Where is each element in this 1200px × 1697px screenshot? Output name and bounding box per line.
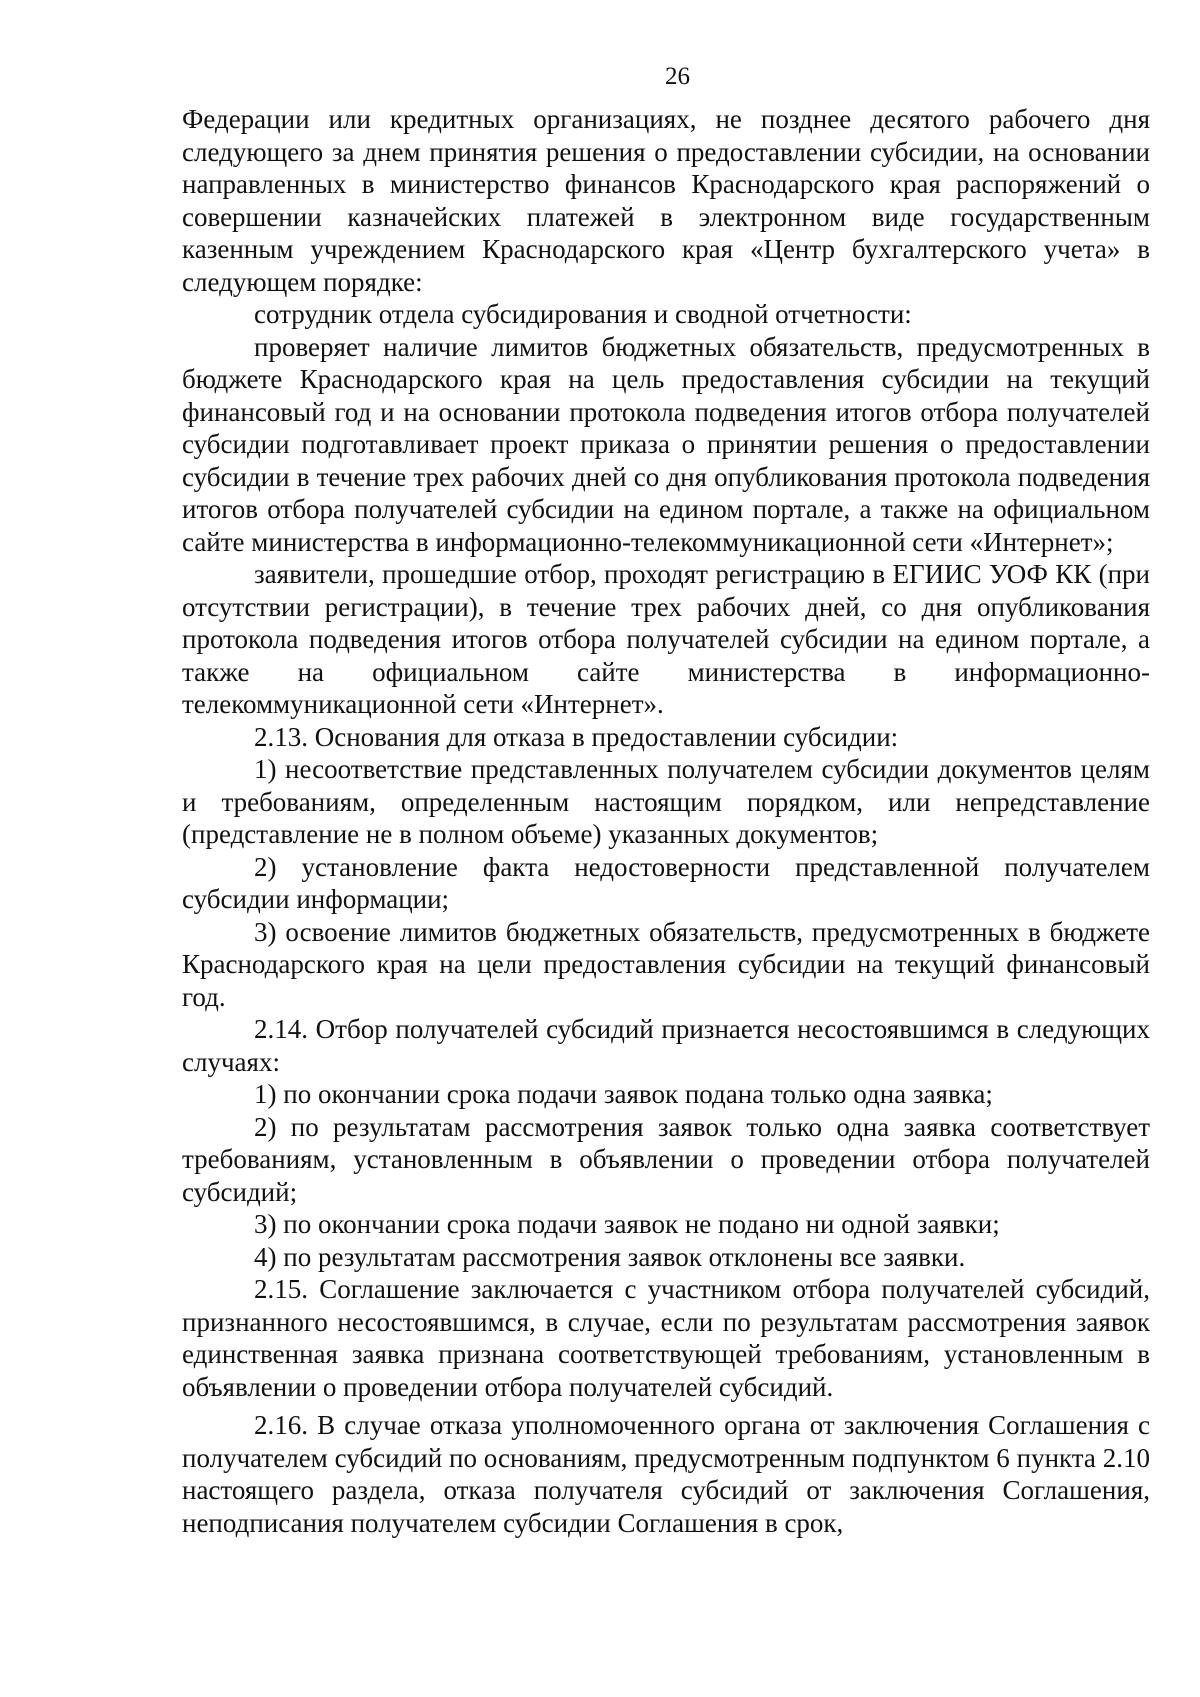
paragraph-2-13-item-1: 1) несоответствие представленных получателем субсидии документов целям и требованиям, определенным настоящим порядком, или непредставление (представление не в полном объеме) указанных документов; (182, 754, 1150, 849)
paragraph-2-14-item-3: 3) по окончании срока подачи заявок не подано ни одной заявки; (254, 1209, 1000, 1239)
paragraph-2-14-item-2: 2) по результатам рассмотрения заявок только одна заявка соответствует требованиям, установленным в объявлении о проведении отбора получателей субсидий; (182, 1111, 1150, 1207)
paragraph-2-14-item-4: 4) по результатам рассмотрения заявок отклонены все заявки. (254, 1241, 966, 1272)
page-number: 26 (665, 63, 690, 90)
paragraph-2-14-item-1: 1) по окончании срока подачи заявок подана только одна заявка; (254, 1079, 993, 1109)
paragraph-registration: заявители, прошедшие отбор, проходят регистрацию в ЕГИИС УОФ КК (при отсутствии регистрации), в течение трех рабочих дней, со дня опубликования протокола подведения итогов отбора получателей субсидии на едином портале, а также на официальном сайте министерства в информационно-телекоммуникационной сети «Интернет». (182, 559, 1150, 719)
paragraph-continuation: Федерации или кредитных организациях, не позднее десятого рабочего дня следующего за днем принятия решения о предоставлении субсидии, на основании направленных в министерство финансов Краснодарского края распоряжений о совершении казначейских платежей в электронном виде государственным казенным учреждением Краснодарского края «Центр бухгалтерского учета» в следующем порядке: (182, 104, 1150, 297)
paragraph-2-13-item-2: 2) установление факта недостоверности представленной получателем субсидии информации; (182, 851, 1150, 914)
paragraph-2-13-item-3: 3) освоение лимитов бюджетных обязательств, предусмотренных в бюджете Краснодарского края на цели предоставления субсидии на текущий финансовый год. (182, 916, 1150, 1012)
paragraph-employee-role: сотрудник отдела субсидирования и сводной отчетности: (254, 299, 912, 329)
paragraph-section-2-14: 2.14. Отбор получателей субсидий признается несостоявшимся в следующих случаях: (182, 1014, 1150, 1077)
paragraph-section-2-13: 2.13. Основания для отказа в предоставлении субсидии: (254, 721, 899, 752)
document-body (182, 103, 1150, 1539)
paragraph-section-2-16: 2.16. В случае отказа уполномоченного органа от заключения Соглашения с получателем субсидий по основаниям, предусмотренным подпунктом 6 пункта 2.10 настоящего раздела, отказа получателя субсидий от заключения Соглашения, неподписания получателем субсидии Соглашения в срок, (182, 1410, 1150, 1538)
paragraph-section-2-15: 2.15. Соглашение заключается с участником отбора получателей субсидий, признанного несостоявшимся, в случае, если по результатам рассмотрения заявок единственная заявка признана соответствующей требованиям, установленным в объявлении о проведении отбора получателей субсидий. (182, 1274, 1150, 1402)
paragraph-check-limits: проверяет наличие лимитов бюджетных обязательств, предусмотренных в бюджете Краснодарского края на цель предоставления субсидии на текущий финансовый год и на основании протокола подведения итогов отбора получателей субсидии подготавливает проект приказа о принятии решения о предоставлении субсидии в течение трех рабочих дней со дня опубликования протокола подведения итогов отбора получателей субсидии на едином портале, а также на официальном сайте министерства в информационно-телекоммуникационной сети «Интернет»; (182, 331, 1150, 557)
